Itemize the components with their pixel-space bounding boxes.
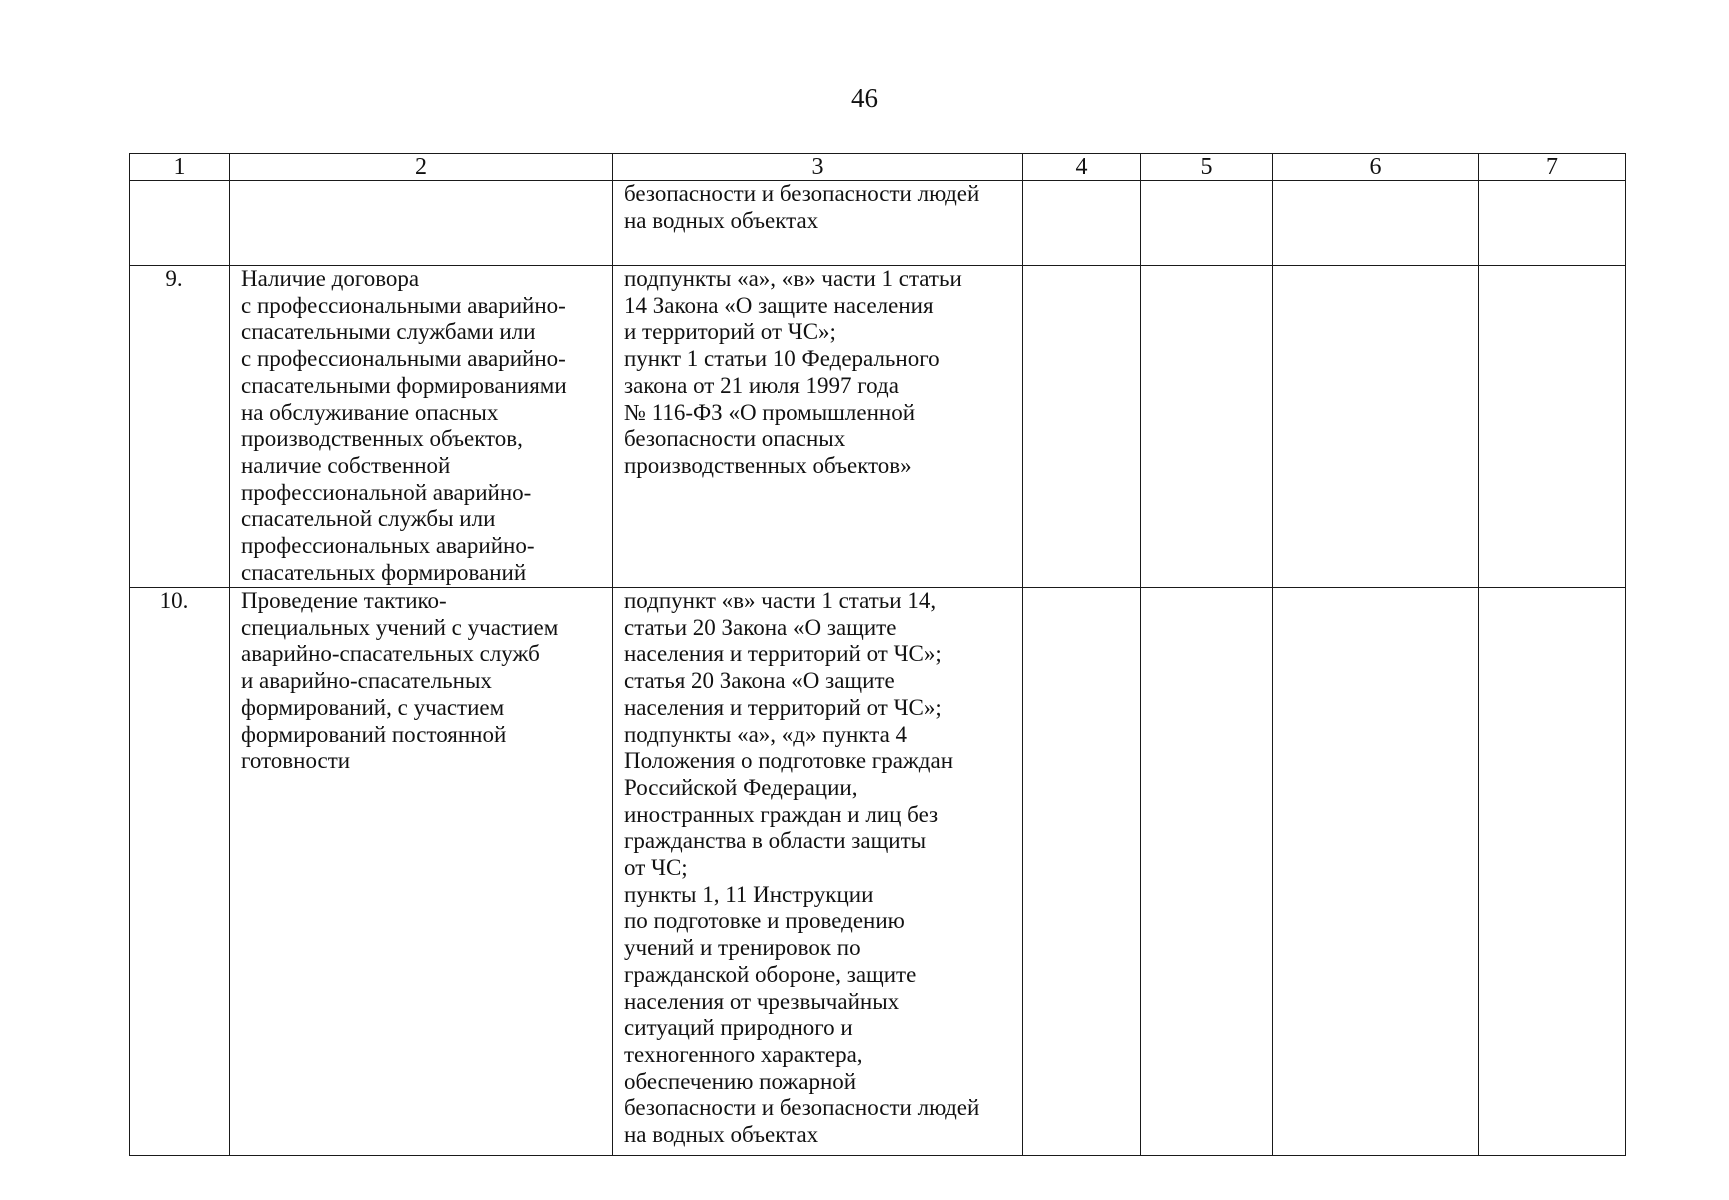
row-number-cell <box>130 181 230 266</box>
row-number: 10. <box>159 588 189 613</box>
row-number-cell <box>130 266 230 588</box>
header-cell-7: 7 <box>1479 154 1626 181</box>
row-number: 9. <box>165 266 183 291</box>
requirement-cell <box>230 266 613 588</box>
table-header-row <box>130 154 1626 181</box>
column-6-cell <box>1273 181 1479 266</box>
reference-text: подпункты «а», «в» части 1 статьи 14 Закона «О защите населения и территорий от ЧС»; пункт 1 статьи 10 Федерального закона от 21 июля 1997 года № 116-ФЗ «О промышленной безопасности опасных производственных объектов» <box>624 266 962 478</box>
reference-text: подпункт «в» части 1 статьи 14, статьи 20 Закона «О защите населения и территорий от ЧС»; статья 20 Закона «О защите населения и территорий от ЧС»; подпункты «а», «д» пункта 4 Положения о подготовке граждан Российской Федерации, иностранных граждан и лиц без гражданства в области защиты от ЧС; пункты 1, 11 Инструкции по подготовке и проведению учений и тренировок по гражданской обороне, защите населения от чрезвычайных ситуаций природного и техногенного характера, обеспечению пожарной безопасности и безопасности людей на водных объектах <box>624 588 980 1148</box>
table-row <box>130 181 1626 266</box>
column-4-cell <box>1023 181 1141 266</box>
column-4-cell <box>1023 266 1141 588</box>
column-6-cell <box>1273 266 1479 588</box>
reference-cell <box>613 266 1023 588</box>
column-7-cell <box>1479 588 1626 1156</box>
page-number: 46 <box>851 83 878 113</box>
column-7-cell <box>1479 181 1626 266</box>
requirement-text: Наличие договора с профессиональными аварийно- спасательными службами или с профессиональными аварийно- спасательными формированиями на обслуживание опасных производственных объектов, наличие собственной профессиональной аварийно- спасательной службы или профессиональных аварийно- спасательных формирований <box>241 266 567 585</box>
column-5-cell <box>1141 266 1273 588</box>
requirement-cell <box>230 588 613 1156</box>
header-cell-5: 5 <box>1141 154 1273 181</box>
header-cell-4: 4 <box>1023 154 1141 181</box>
column-5-cell <box>1141 181 1273 266</box>
header-cell-6: 6 <box>1273 154 1479 181</box>
requirements-table <box>129 153 1626 1156</box>
table-row <box>130 588 1626 1156</box>
header-cell-3: 3 <box>613 154 1023 181</box>
requirement-text: Проведение тактико- специальных учений с участием аварийно-спасательных служб и аварийно-спасательных формирований, с участием формирований постоянной готовности <box>241 588 559 774</box>
requirement-cell <box>230 181 613 266</box>
reference-cell <box>613 588 1023 1156</box>
row-number-cell <box>130 588 230 1156</box>
header-cell-2: 2 <box>230 154 613 181</box>
reference-text: безопасности и безопасности людей на водных объектах <box>624 181 980 233</box>
column-6-cell <box>1273 588 1479 1156</box>
header-cell-1: 1 <box>130 154 230 181</box>
column-7-cell <box>1479 266 1626 588</box>
reference-cell <box>613 181 1023 266</box>
column-4-cell <box>1023 588 1141 1156</box>
column-5-cell <box>1141 588 1273 1156</box>
table-row <box>130 266 1626 588</box>
